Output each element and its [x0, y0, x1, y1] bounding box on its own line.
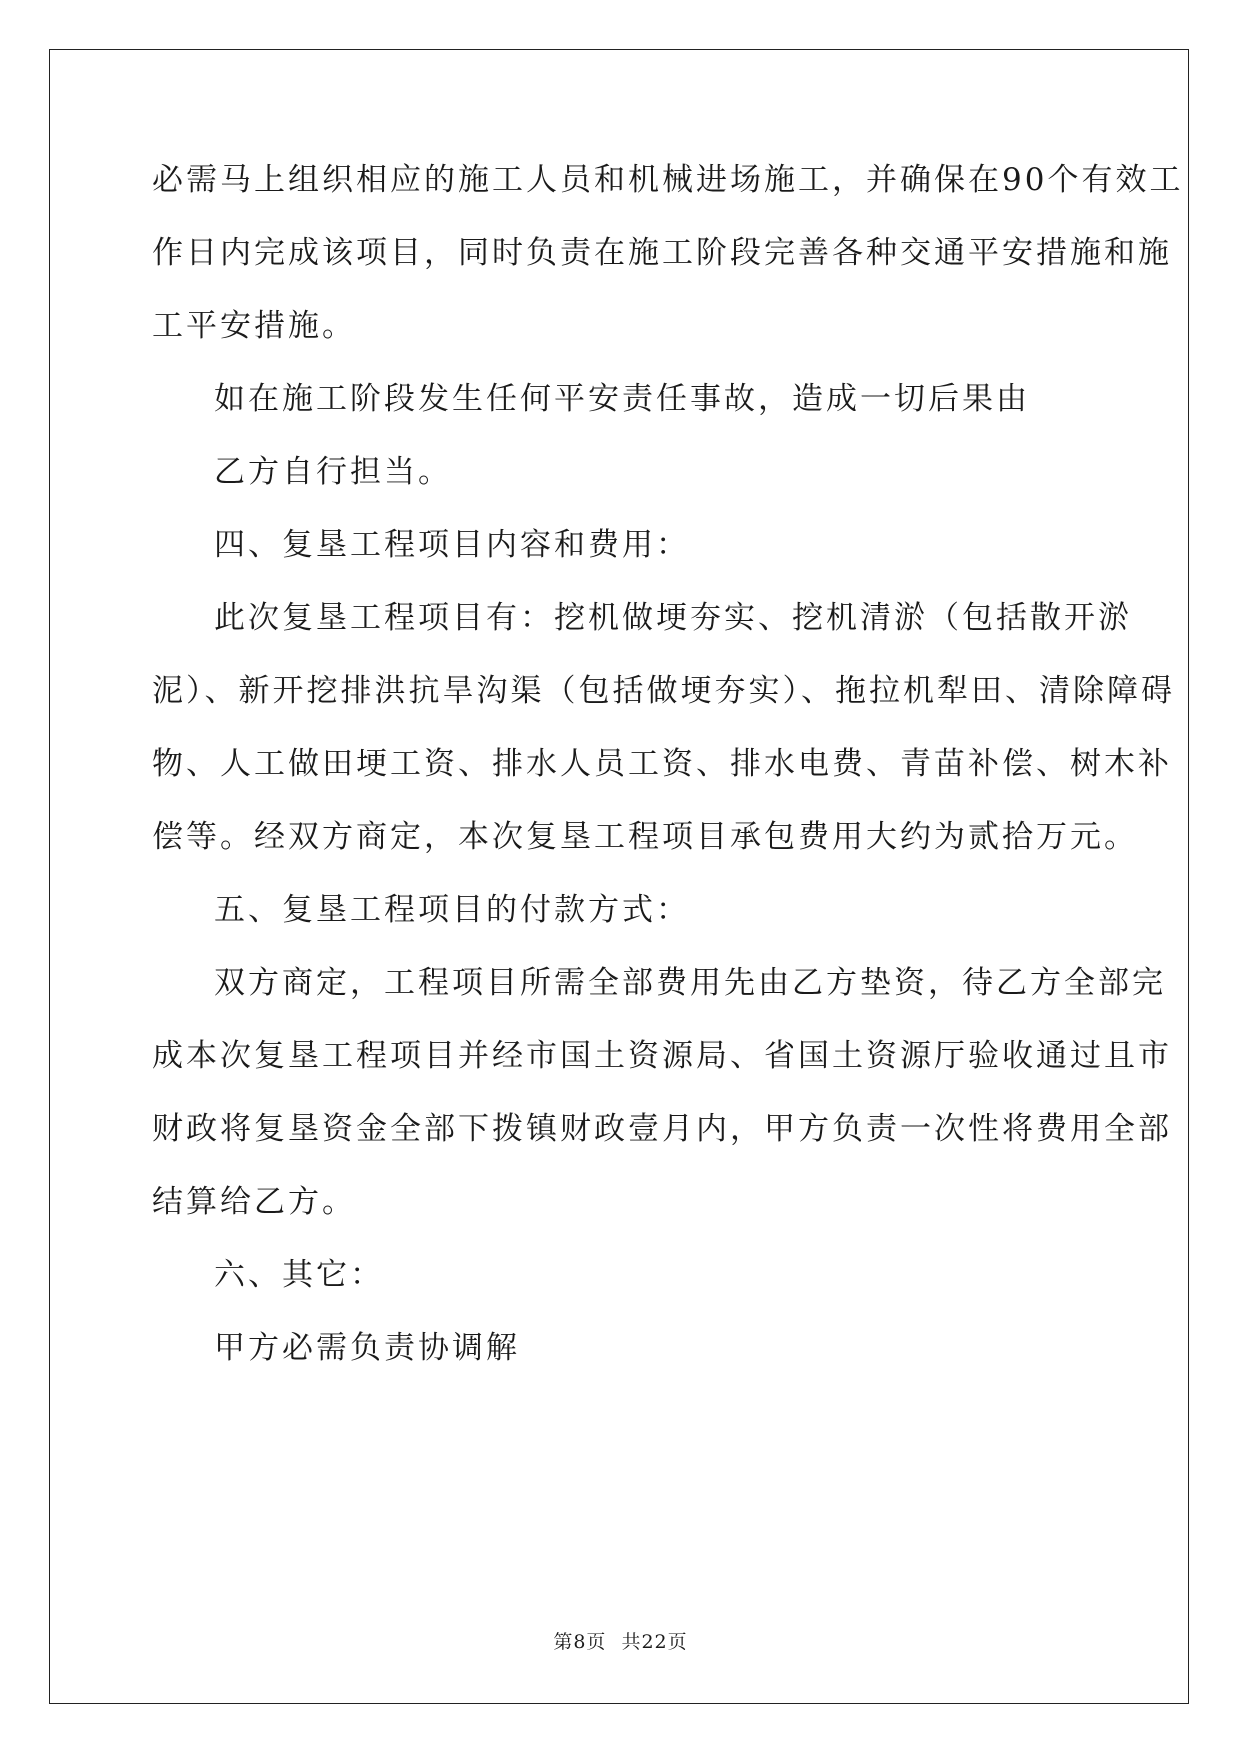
paragraph-start: 甲方必需负责协调解: [214, 1330, 520, 1366]
text-line: 财政将复垦资金全部下拨镇财政壹月内，甲方负责一次性将费用全部: [152, 1111, 1172, 1147]
page-footer: [0, 1630, 1241, 1654]
paragraph-start: 乙方自行担当。: [214, 454, 452, 490]
section-heading: 六、其它：: [214, 1257, 384, 1293]
text-line: 结算给乙方。: [152, 1184, 356, 1220]
text-line: 成本次复垦工程项目并经市国土资源局、省国土资源厅验收通过且市: [152, 1038, 1172, 1074]
text-line: 泥）、新开挖排洪抗旱沟渠（包括做埂夯实）、拖拉机犁田、清除障碍: [152, 673, 1175, 709]
page-border: [49, 49, 1189, 1704]
total-page-count: 共22页: [621, 1631, 688, 1653]
text-line: 作日内完成该项目，同时负责在施工阶段完善各种交通平安措施和施: [152, 235, 1172, 271]
text-line: 工平安措施。: [152, 308, 356, 344]
paragraph-start: 如在施工阶段发生任何平安责任事故，造成一切后果由: [214, 381, 1030, 417]
text-line: 物、人工做田埂工资、排水人员工资、排水电费、青苗补偿、树木补: [152, 746, 1172, 782]
section-heading: 四、复垦工程项目内容和费用：: [214, 527, 690, 563]
section-heading: 五、复垦工程项目的付款方式：: [214, 892, 690, 928]
paragraph-start: 此次复垦工程项目有：挖机做埂夯实、挖机清淤（包括散开淤: [214, 600, 1132, 636]
current-page-number: 第8页: [553, 1631, 607, 1653]
text-line: 必需马上组织相应的施工人员和机械进场施工，并确保在90个有效工: [152, 162, 1184, 198]
text-line: 偿等。经双方商定，本次复垦工程项目承包费用大约为贰拾万元。: [152, 819, 1138, 855]
paragraph-start: 双方商定，工程项目所需全部费用先由乙方垫资，待乙方全部完: [214, 965, 1166, 1001]
